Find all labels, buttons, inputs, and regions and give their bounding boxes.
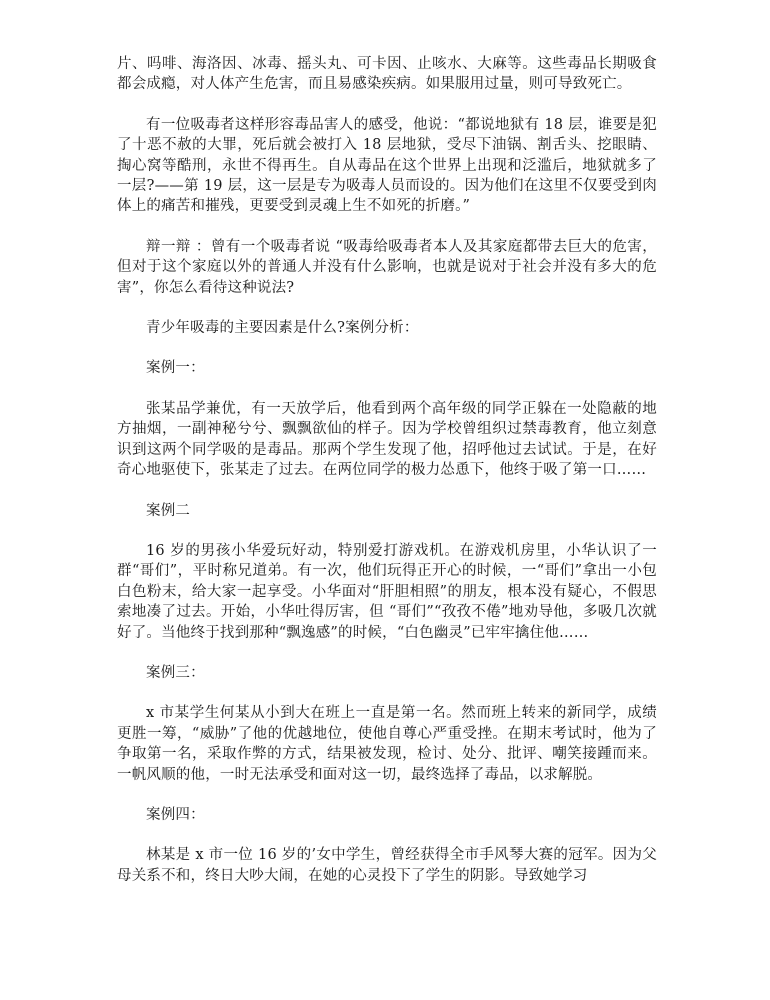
paragraph-debate: 辩一辩 ：曾有一个吸毒者说 “吸毒给吸毒者本人及其家庭都带去巨大的危害，但对于这个家庭以外的普通人并没有什么影响，也就是说对于社会并没有多大的危害”，你怎么看待这种说法? [117,238,657,296]
case-one-body: 张某品学兼优，有一天放学后，他看到两个高年级的同学正躲在一处隐蔽的地方抽烟，一副神秘兮兮、飘飘欲仙的样子。因为学校曾组织过禁毒教育，他立刻意识到这两个同学吸的是毒品。那两个学生发现了他，招呼他过去试试。于是，在好奇心地驱使下，张某走了过去。在两位同学的极力怂恿下，他终于吸了第一口…… [117,400,657,479]
case-four-heading: 案例四： [146,806,205,823]
paragraph-addict-quote: 有一位吸毒者这样形容毒品害人的感受，他说：“都说地狱有 18 层，谁要是犯了十恶不赦的大罪，死后就会被打入 18 层地狱，受尽下油锅、割舌头、挖眼睛、掏心窝等酷刑，永世不得再生。自从毒品在这个世界上出现和泛滥后，地狱就多了一层?——第 19 层，这一层是专为吸毒人员而设的。因为他们在这里不仅要受到肉体上的痛苦和摧残，更要受到灵魂上生不如死的折磨。” [117,116,657,215]
case-three-heading: 案例三： [146,664,205,681]
case-two-body: 16 岁的男孩小华爱玩好动，特别爱打游戏机。在游戏机房里，小华认识了一群“哥们”，平时称兄道弟。有一次，他们玩得正开心的时候，一“哥们”拿出一小包白色粉末，给大家一起享受。小华面对“肝胆相照”的朋友，根本没有疑心，不假思索地凑了过去。开始，小华吐得厉害，但 “哥们”“孜孜不倦”地劝导他，多吸几次就好了。当他终于找到那种“飘逸感”的时候，“白色幽灵”已牢牢擒住他…… [117,542,657,641]
paragraph-factors-question: 青少年吸毒的主要因素是什么?案例分析： [146,320,419,337]
case-one-heading: 案例一： [146,360,205,377]
case-two-heading: 案例二 [146,502,191,519]
case-four-body: 林某是 x 市一位 16 岁的’女中学生，曾经获得全市手风琴大赛的冠军。因为父母关系不和，终日大吵大闹，在她的心灵投下了学生的阴影。导致她学习 [117,847,657,884]
paragraph-drug-types: 片、吗啡、海洛因、冰毒、摇头丸、可卡因、止咳水、大麻等。这些毒品长期吸食都会成瘾，对人体产生危害，而且易感染疾病。如果服用过量，则可导致死亡。 [117,56,657,93]
document-body [117,54,657,906]
case-three-body: x 市某学生何某从小到大在班上一直是第一名。然而班上转来的新同学，成绩更胜一筹，“威胁”了他的优越地位，使他自尊心严重受挫。在期末考试时，他为了争取第一名，采取作弊的方式，结果被发现，检讨、处分、批评、嘲笑接踵而来。一帆风顺的他，一时无法承受和面对这一切，最终选择了毒品，以求解脱。 [117,705,657,783]
